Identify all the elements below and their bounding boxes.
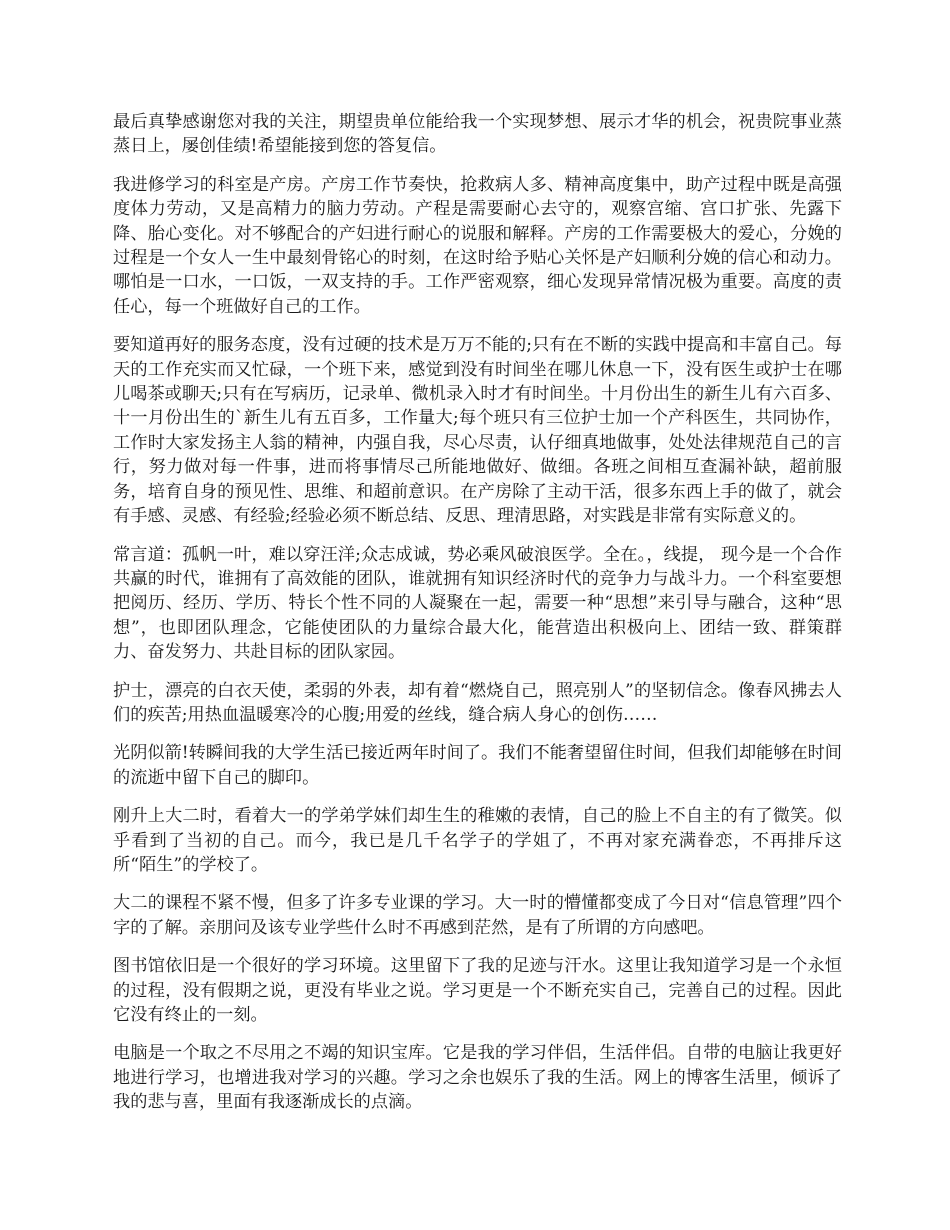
paragraph-time-flies: 光阴似箭!转瞬间我的大学生活已接近两年时间了。我们不能奢望留住时间，但我们却能够在时间的流逝中留下自己的脚印。 — [113, 743, 842, 788]
document-body — [113, 110, 842, 1129]
paragraph-nurse: 护士，漂亮的白衣天使，柔弱的外表，却有着“燃烧自己，照亮别人”的坚韧信念。像春风拂去人们的疾苦;用热血温暖寒冷的心腹;用爱的丝线，缝合病人身心的创伤…… — [113, 680, 842, 725]
paragraph-teamwork: 常言道：孤帆一叶，难以穿汪洋;众志成诚，势必乘风破浪医学。全在。，线提， 现今是一个合作共赢的时代，谁拥有了高效能的团队，谁就拥有知识经济时代的竞争力与战斗力。一个科室要想把阅历、经历、学历、特长个性不同的人凝聚在一起，需要一种“思想”来引导与融合，这种“思想”，也即团队理念，它能使团队的力量综合最大化，能营造出积极向上、团结一致、群策群力、奋发努力、共赴目标的团队家园。 — [113, 544, 842, 663]
paragraph-service-skills: 要知道再好的服务态度，没有过硬的技术是万万不能的;只有在不断的实践中提高和丰富自己。每天的工作充实而又忙碌，一个班下来，感觉到没有时间坐在哪儿休息一下，没有医生或护士在哪儿喝茶或聊天;只有在写病历，记录单、微机录入时才有时间坐。十月份出生的新生儿有六百多、十一月份出生的`新生儿有五百多，工作量大;每个班只有三位护士加一个产科医生，共同协作，工作时大家发扬主人翁的精神，内强自我，尽心尽责，认仔细真地做事，处处法律规范自己的言行，努力做对每一件事，进而将事情尽己所能地做好、做细。各班之间相互查漏补缺，超前服务，培育自身的预见性、思维、和超前意识。在产房除了主动干活，很多东西上手的做了，就会有手感、灵感、有经验;经验必须不断总结、反思、理清思路，对实践是非常有实际意义的。 — [113, 335, 842, 527]
paragraph-courses: 大二的课程不紧不慢，但多了许多专业课的学习。大一时的懵懂都变成了今日对“信息管理”四个字的了解。亲朋问及该专业学些什么时不再感到茫然，是有了所谓的方向感吧。 — [113, 893, 842, 938]
paragraph-computer: 电脑是一个取之不尽用之不竭的知识宝库。它是我的学习伴侣，生活伴侣。自带的电脑让我更好地进行学习，也增进我对学习的兴趣。学习之余也娱乐了我的生活。网上的博客生活里，倾诉了我的悲与喜，里面有我逐渐成长的点滴。 — [113, 1043, 842, 1113]
paragraph-sophomore: 刚升上大二时，看着大一的学弟学妹们却生生的稚嫩的表情，自己的脸上不自主的有了微笑。似乎看到了当初的自己。而今，我已是几千名学子的学姐了，不再对家充满眷恋，不再排斥这所“陌生”的学校了。 — [113, 806, 842, 875]
paragraph-library: 图书馆依旧是一个很好的学习环境。这里留下了我的足迹与汗水。这里让我知道学习是一个永恒的过程，没有假期之说，更没有毕业之说。学习更是一个不断充实自己，完善自己的过程。因此它没有终止的一刻。 — [113, 956, 842, 1025]
paragraph-delivery-room: 我进修学习的科室是产房。产房工作节奏快，抢救病人多、精神高度集中，助产过程中既是高强度体力劳动，又是高精力的脑力劳动。产程是需要耐心去守的，观察宫缩、宫口扩张、先露下降、胎心变化。对不够配合的产妇进行耐心的说服和解释。产房的工作需要极大的爱心，分娩的过程是一个女人一生中最刻骨铭心的时刻，在这时给予贴心关怀是产妇顺利分娩的信心和动力。哪怕是一口水，一口饭，一双支持的手。工作严密观察，细心发现异常情况极为重要。高度的责任心，每一个班做好自己的工作。 — [113, 174, 842, 317]
paragraph-closing-thanks: 最后真挚感谢您对我的关注，期望贵单位能给我一个实现梦想、展示才华的机会，祝贵院事业蒸蒸日上，屡创佳绩!希望能接到您的答复信。 — [113, 112, 842, 157]
